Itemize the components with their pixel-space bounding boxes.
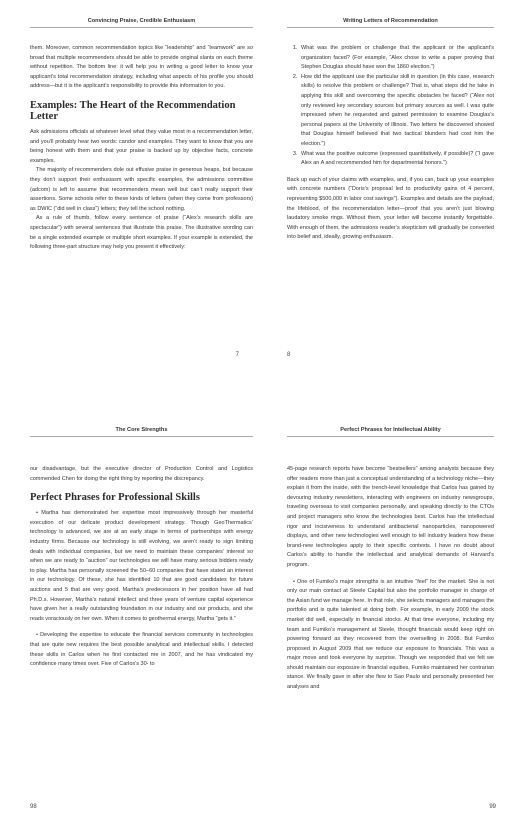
page-99 — [261, 409, 522, 818]
paragraph: our disadvantage, but the executive director of Production Control and Logistics commended Chen for doing the right thing by reporting the discrepancy. — [30, 466, 253, 482]
paragraph: The majority of recommenders dole out effusive praise in generous heaps, but because they don’t support their enthusiasm with specific examples, the admissions committee (adcom) is left to assume that recommenders mean well but can’t really support their assertions. Some schools refer to these kinds of letters (when they come from professors) as DWIC (“did well in class”) letters; they tell the school nothing. — [30, 167, 253, 212]
section-heading: Perfect Phrases for Professional Skills — [30, 492, 200, 504]
page-7 — [0, 0, 261, 409]
paragraph: As a rule of thumb, follow every sentence of praise (“Alex’s research skills are spectacular”) with several sentences that illustrate this praise. The illustrative wording can be a single extended example or multiple short examples. If your example is extended, the following three-part structure may help you present it effectively: — [30, 215, 253, 251]
paragraph: Ask admissions officials at whatever level what they value most in a recommendation letter, and you’ll probably hear two words: candor and examples. They want to know that you are being honest with them and that your praise is backed up by objective facts, concrete examples. — [30, 128, 253, 164]
running-head: Perfect Phrases for Intellectual Ability — [340, 427, 441, 433]
list-item: 3. What was the positive outcome (expressed quantitatively, if possible)? (“I gave Alex an A and recommended him for departmental honors.”) — [299, 150, 494, 169]
running-head: Convincing Praise, Credible Enthusiasm — [87, 18, 196, 24]
bullet-paragraph: • Martha has demonstrated her expertise most impressively through her masterful execution of our delicate product development strategy. Though GeoThermatics’ technology is advanced, we are at an early stage in terms of partnerships with energy industry firms. Because our technology is still evolving, we aren’t ready to sign limiting deals with individual companies, but we need to maintain these companies’ interest so when we are ready to “auction” our technologies we will have many serious bidders ready to play. Martha has personally screened the 50–60 companies that have stated an interest in our technology. Of these, she has identified 10 that are good candidates for future auctions and 5 that are very good. Martha’s predecessors in her position have all had Ph.D.s. However, Martha’s natural intellect and three years of venture capital experience have given her a really outstanding foundation in our industry and our products, and she reads voraciously on her own. When it comes to geothermal energy, Martha “gets it.” — [30, 510, 253, 622]
page-number: 8 — [287, 352, 291, 358]
paragraph: them. Moreover, common recommendation topics like “leadership” and “teamwork” are so broad that multiple recommenders should be able to provide original slants on each theme without repetition. The bottom line: it will help you in writing a good letter to know your applicant’s total recommendation strategy, including what aspects of his profile you should address—but it is the applicant’s responsibility to provide this information to you. — [30, 45, 253, 90]
section-heading: Examples: The Heart of the Recommendation Letter — [30, 99, 236, 122]
bullet-paragraph: • One of Fumiko’s major strengths is an intuitive “feel” for the market. She is not only our main contact at Steele Capital but also the portfolio manager in charge of the Asian fund we manage here. In that role, she selects managers and manages the portfolio and is quite talented at doing both. For example, in early 2009 the stock market did well, especially in financial stocks. At that time everyone, including my team and Fumiko’s management at Steele, thought financials would keep right on powering forward as they recovered from the overselling in 2008. But Fumiko proposed in August 2009 that we reduce our exposure to financials. This was a major move and took everyone by surprise. Though we responded that we felt we should maintain our exposure in financial equities, Fumiko maintained her contrarian stance. We finally gave in after she flew to Sao Paulo and personally presented her analyses and — [287, 578, 494, 691]
page-body — [30, 44, 253, 253]
numbered-list — [287, 44, 494, 169]
page-number: 7 — [235, 352, 239, 358]
page-8 — [261, 0, 522, 409]
header-rule — [287, 27, 494, 28]
header-rule — [287, 436, 494, 437]
page-body — [287, 44, 494, 243]
page-number: 98 — [30, 804, 37, 810]
paragraph: Back up each of your claims with examples, and, if you can, back up your examples with concrete numbers (“Doris’s proposal led to productivity gains of 4 percent, representing $500,000 in labor cost savings”). Examples and details are the payload, the lifeblood, of the recommendation letter—proof that you aren’t just blowing laudatory smoke rings. Without them, your letter will become instantly forgettable. With enough of them, the admissions reader’s skepticism will gradually be converted into belief and, ideally, growing enthusiasm. — [287, 176, 494, 241]
page-number: 99 — [489, 804, 496, 810]
page-body — [287, 465, 494, 693]
bullet-paragraph: • Developing the expertise to educate the financial services community in technologies that are quite new requires the best possible analytical and intellectual skills. I detected these skills in Carlos when he first contacted me in 2007, and he has vindicated my confidence many times over. Five of Carlos’s 30- to — [30, 632, 253, 668]
header-rule — [30, 27, 253, 28]
running-head: The Core Strengths — [115, 427, 168, 433]
list-item: 2. How did the applicant use the particular skill in question (in this case, research skills) to resolve this problem or challenge? That is, what steps did he take in applying this skill and overcoming the specific obstacles he faced? (“Alex not only reviewed key secondary sources but primary sources as well. I was quite impressed when he requested and gained permission to examine Douglas’s personal papers at the University of Illinois. Two letters he discovered showed that Douglas himself believed that two tactical blunders had cost him the election.”) — [299, 73, 494, 150]
header-rule — [30, 436, 253, 437]
running-head: Writing Letters of Recommendation — [343, 18, 438, 24]
list-item: 1. What was the problem or challenge that the applicant or the applicant’s organization faced? (For example, “Alex chose to write a paper proving that Stephen Douglas should have won the 1860 election.”) — [299, 44, 494, 73]
page-body — [30, 465, 253, 670]
paragraph: 45-page research reports have become “bestsellers” among analysts because they offer readers more than just a conceptual understanding of a technology niche—they explain it from the inside, with the trench-level knowledge that Carlos has gained by devouring industry newsletters, interacting with engineers on industry newsgroups, traveling overseas to visit companies personally, and speaking directly to the CTOs and project managers who know the technologies best. Carlos has the intellectual rigor and incisiveness to understand antibacterial nanoparticles, nanopowered displays, and other new technologies well enough to tell industry leaders how these brand-new technologies apply to their specific contexts. I have no doubt about Carlos’s ability to handle the intellectual and analytical demands of Harvard’s program. — [287, 466, 494, 568]
page-98 — [0, 409, 261, 818]
